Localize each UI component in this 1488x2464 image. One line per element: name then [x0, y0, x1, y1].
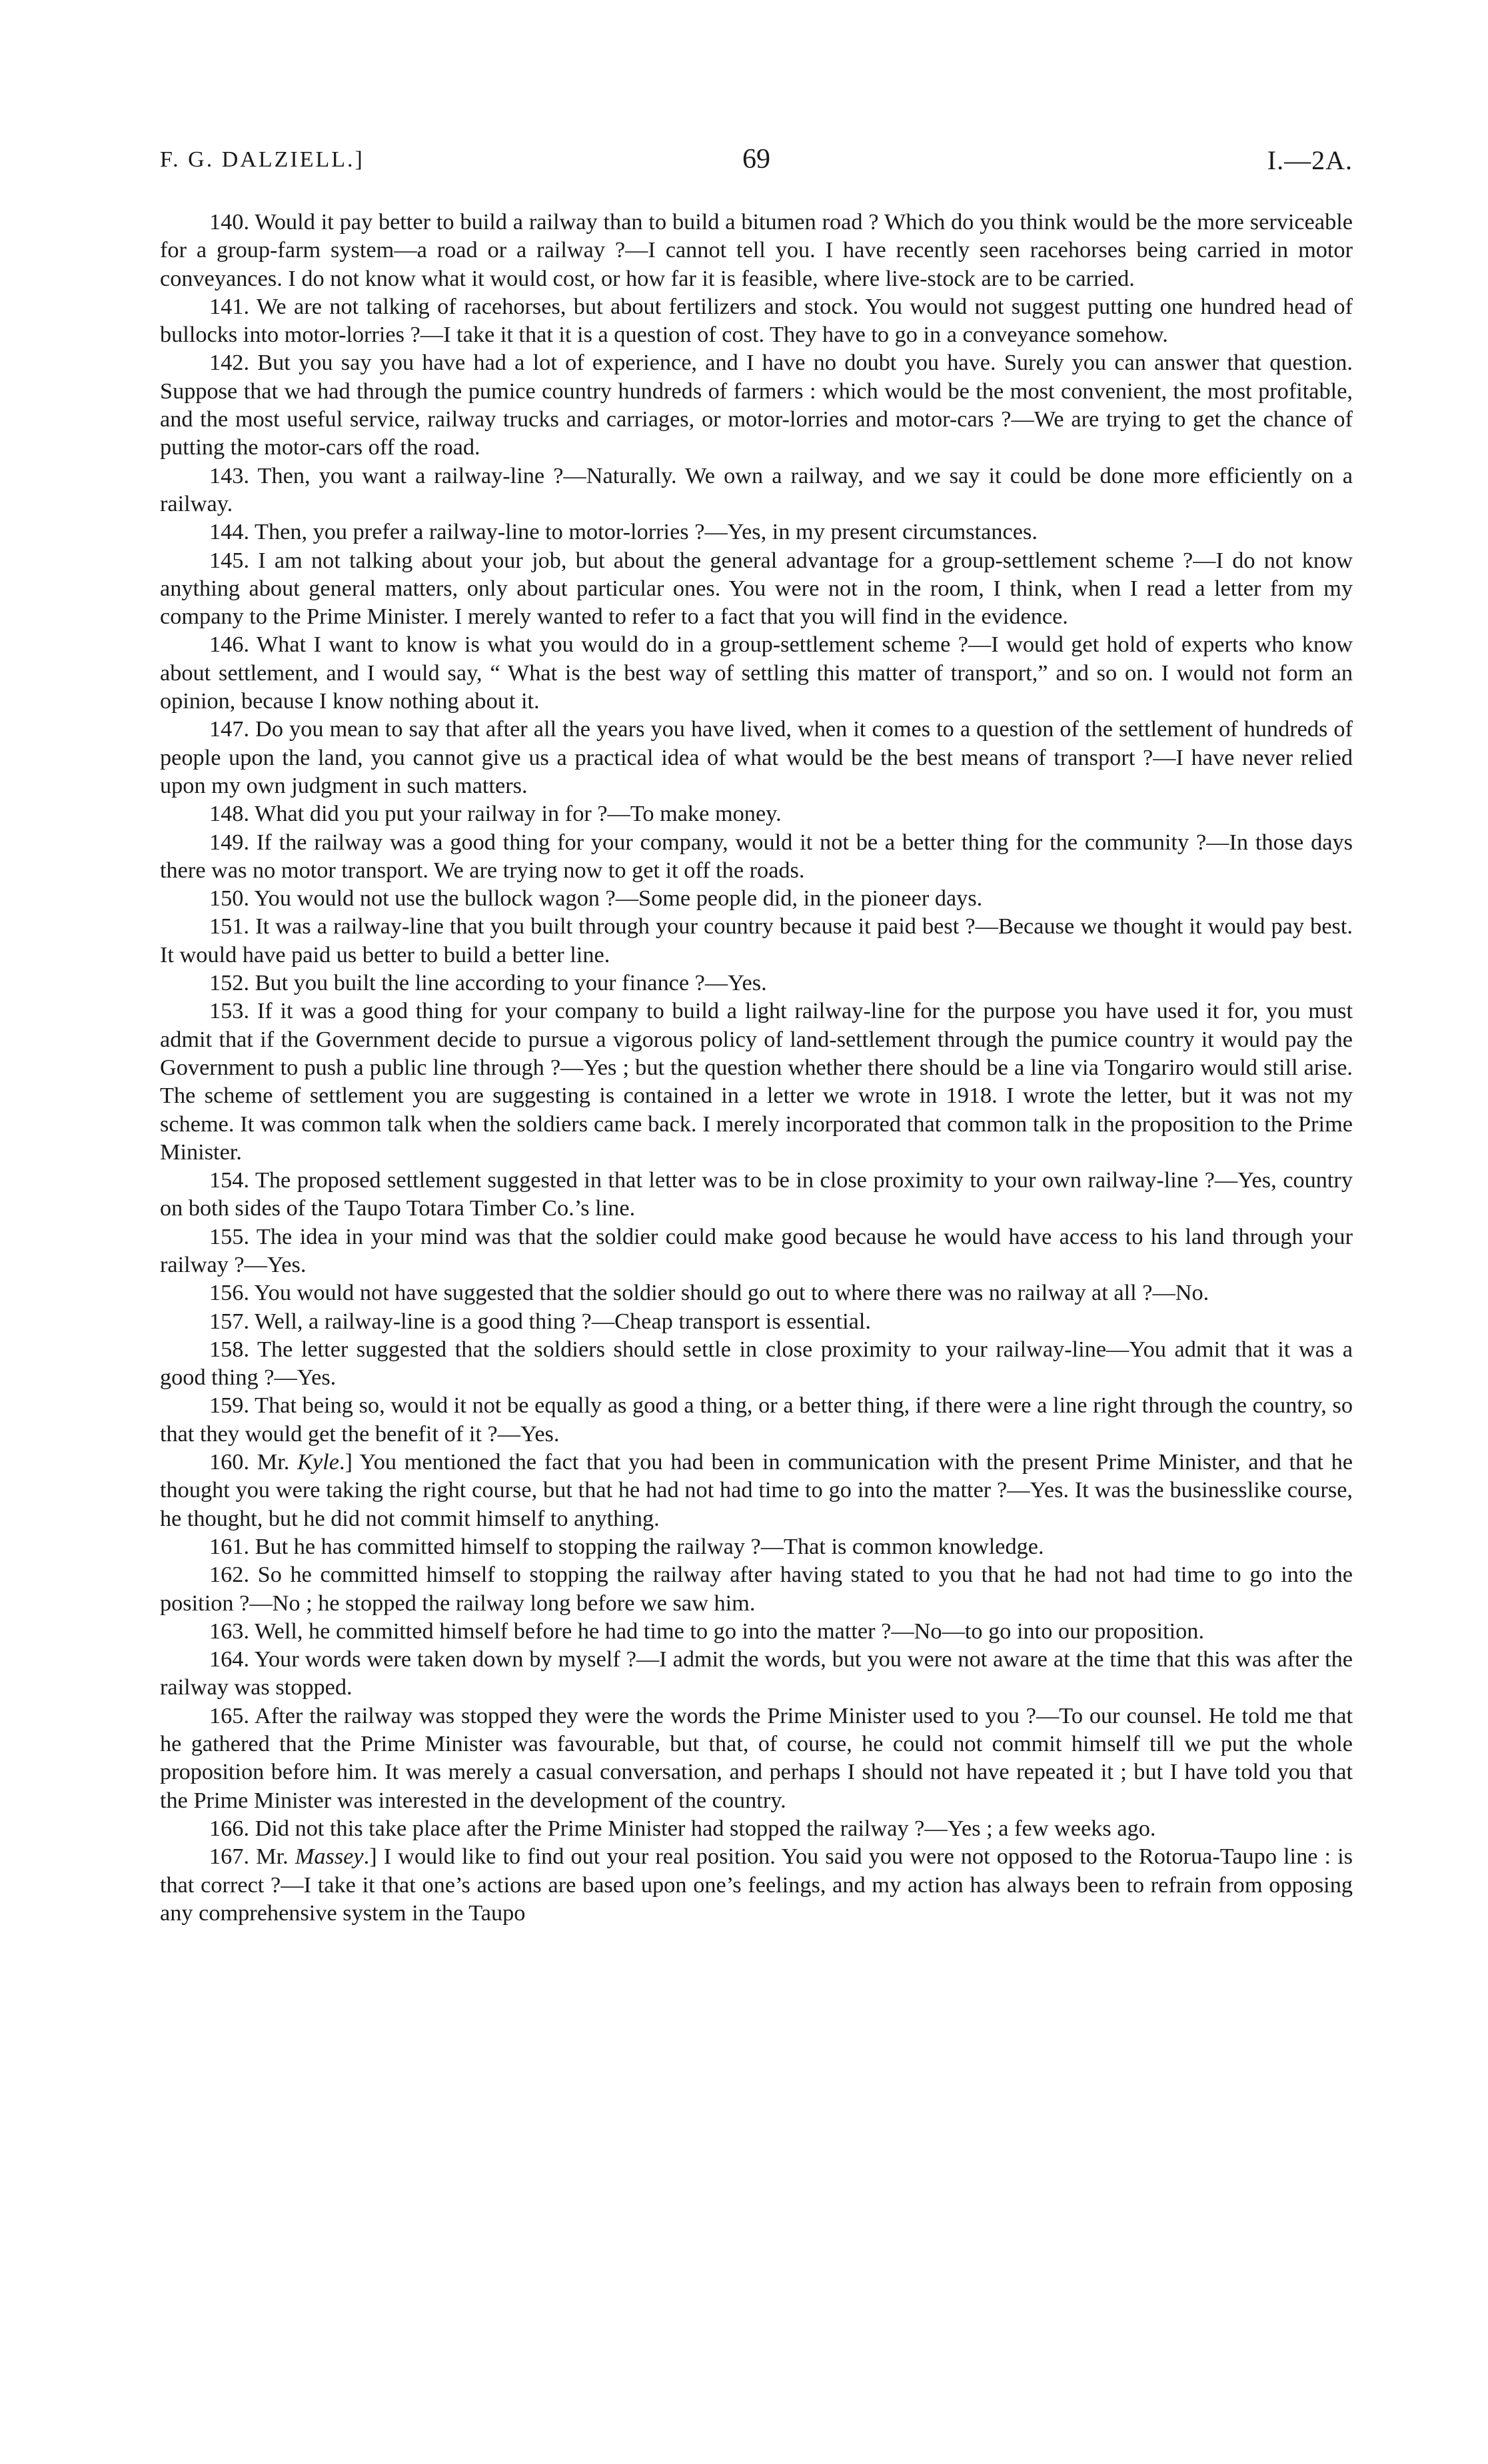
question-text: Then, you prefer a railway-line to motor-lorries ?—Yes, in my present circumstances. — [255, 519, 1038, 545]
question-paragraph — [160, 1307, 1353, 1335]
running-head — [160, 143, 1353, 183]
question-paragraph — [160, 546, 1353, 631]
question-number: 159. — [209, 1393, 250, 1419]
question-text: The idea in your mind was that the soldier could make good because he would have access to his land through your railway ?—Yes. — [160, 1223, 1353, 1277]
question-text: You would not use the bullock wagon ?—Some people did, in the pioneer days. — [254, 886, 983, 912]
question-paragraph — [160, 715, 1353, 800]
question-text: What I want to know is what you would do in a group-settlement scheme ?—I would get hold of experts who know about settlement, and I would say, “ What is the best way of settling this matter of transport,” and so on. I would not form an opinion, because I know nothing about it. — [160, 632, 1353, 714]
page-number: 69 — [742, 144, 770, 175]
question-number: 166. — [209, 1815, 250, 1841]
question-text: I am not talking about your job, but about the general advantage for a group-settlement scheme ?—I do not know anything about general matters, only about particular ones. You were not in the room, I think, when I read a letter from my company to the Prime Minister. I merely wanted to refer to a fact that you will find in the evidence. — [160, 547, 1353, 630]
question-paragraph — [160, 1166, 1353, 1223]
question-text: The proposed settlement suggested in that letter was to be in close proximity to your own railway-line ?—Yes, country on both sides of the Taupo Totara Timber Co.’s line. — [160, 1167, 1353, 1221]
question-text: You would not have suggested that the soldier should go out to where there was no railway at all ?—No. — [254, 1280, 1209, 1306]
question-paragraph — [160, 1842, 1353, 1927]
question-paragraph — [160, 1617, 1353, 1645]
question-number: 146. — [209, 632, 250, 658]
question-text: That being so, would it not be equally as good a thing, or a better thing, if there were a line right through the country, so that they would get the benefit of it ?—Yes. — [160, 1393, 1353, 1447]
question-paragraph — [160, 969, 1353, 997]
question-text: If it was a good thing for your company to build a light railway-line for the purpose you have used it for, you must admit that if the Government decide to pursue a vigorous policy of land-settlement through the pumice country it would pay the Government to push a public line through ?—Yes ; but the question whether there should be a line via Tongariro would still arise. The scheme of settlement you are suggesting is contained in a letter we wrote in 1918. I wrote the letter, but it was not my scheme. It was common talk when the soldiers came back. I merely incorporated that common talk in the proposition to the Prime Minister. — [160, 998, 1353, 1165]
question-number: 164. — [209, 1646, 250, 1672]
speaker-name: Mr. Massey.] — [256, 1844, 377, 1870]
question-text: What did you put your railway in for ?—To make money. — [255, 801, 782, 827]
question-paragraph — [160, 884, 1353, 912]
question-number: 157. — [209, 1308, 250, 1334]
question-text: Well, a railway-line is a good thing ?—Cheap transport is essential. — [255, 1308, 871, 1334]
question-text: Would it pay better to build a railway than to build a bitumen road ? Which do you think would be the more serviceable for a group-farm system—a road or a railway ?—I cannot tell you. I have recently seen racehorses being carried in motor conveyances. I do not know what it would cost, or how far it is feasible, where live-stock are to be carried. — [160, 209, 1353, 291]
question-text: Do you mean to say that after all the years you have lived, when it comes to a question of the settlement of hundreds of people upon the land, you cannot give us a practical idea of what would be the best means of transport ?—I have never relied upon my own judgment in such matters. — [160, 716, 1353, 798]
question-text: Did not this take place after the Prime Minister had stopped the railway ?—Yes ; a few weeks ago. — [255, 1815, 1156, 1841]
question-number: 162. — [209, 1562, 250, 1588]
question-paragraph — [160, 1448, 1353, 1533]
question-number: 150. — [209, 886, 250, 912]
question-paragraph — [160, 997, 1353, 1166]
question-paragraph — [160, 1560, 1353, 1617]
question-paragraph — [160, 518, 1353, 546]
question-text: Your words were taken down by myself ?—I admit the words, but you were not aware at the time that this was after the railway was stopped. — [160, 1646, 1353, 1700]
question-paragraph — [160, 1533, 1353, 1560]
question-number: 148. — [209, 801, 250, 827]
question-text: It was a railway-line that you built through your country because it paid best ?—Because we thought it would pay best. It would have paid us better to build a better line. — [160, 914, 1353, 967]
question-paragraph — [160, 828, 1353, 885]
question-number: 165. — [209, 1702, 250, 1728]
question-number: 144. — [209, 519, 250, 545]
question-paragraph — [160, 800, 1353, 828]
question-number: 145. — [209, 547, 250, 573]
question-text: But you built the line according to your finance ?—Yes. — [255, 970, 767, 996]
question-paragraph — [160, 912, 1353, 969]
question-text: You mentioned the fact that you had been in communication with the present Prime Minister, and that he thought you were taking the right course, but that he had not had time to go into the matter ?—Yes. It was the businesslike course, he thought, but he did not commit himself to anything. — [160, 1449, 1353, 1531]
evidence-body — [160, 208, 1353, 1927]
question-number: 140. — [209, 209, 250, 235]
question-number: 156. — [209, 1280, 250, 1306]
question-number: 147. — [209, 716, 250, 742]
question-paragraph — [160, 348, 1353, 461]
question-number: 151. — [209, 914, 250, 939]
question-number: 152. — [209, 970, 250, 996]
paper-reference: I.—2A. — [1267, 145, 1353, 175]
question-number: 161. — [209, 1533, 250, 1559]
question-paragraph — [160, 208, 1353, 293]
question-paragraph — [160, 1279, 1353, 1307]
witness-name: F. G. DALZIELL.] — [160, 147, 365, 172]
question-text: Well, he committed himself before he had time to go into the matter ?—No—to go into our proposition. — [255, 1618, 1205, 1644]
question-number: 154. — [209, 1167, 250, 1193]
question-text: We are not talking of racehorses, but about fertilizers and stock. You would not suggest putting one hundred head of bullocks into motor-lorries ?—I take it that it is a question of cost. They have to go in a conveyance somehow. — [160, 293, 1353, 348]
question-number: 155. — [209, 1223, 250, 1249]
question-number: 149. — [209, 829, 250, 855]
question-number: 153. — [209, 998, 250, 1024]
question-number: 163. — [209, 1618, 250, 1644]
question-text: But he has committed himself to stopping the railway ?—That is common knowledge. — [255, 1533, 1044, 1559]
speaker-name: Mr. Kyle.] — [257, 1449, 353, 1475]
question-text: The letter suggested that the soldiers should settle in close proximity to your railway-line—You admit that it was a good thing ?—Yes. — [160, 1336, 1353, 1391]
question-number: 142. — [209, 350, 250, 376]
question-paragraph — [160, 462, 1353, 518]
question-paragraph — [160, 293, 1353, 349]
question-number: 143. — [209, 462, 250, 488]
question-paragraph — [160, 1391, 1353, 1448]
question-paragraph — [160, 1645, 1353, 1702]
question-number: 167. — [209, 1844, 250, 1870]
question-paragraph — [160, 1223, 1353, 1279]
question-text: I would like to find out your real position. You said you were not opposed to the Rotorua-Taupo line : is that correct ?—I take it that one’s actions are based upon one’s feelings, and my action has always been to refrain from opposing any comprehensive system in the Taupo — [160, 1844, 1353, 1926]
question-number: 141. — [209, 293, 250, 319]
question-text: If the railway was a good thing for your company, would it not be a better thing for the community ?—In those days there was no motor transport. We are trying now to get it off the roads. — [160, 829, 1353, 883]
question-paragraph — [160, 630, 1353, 715]
question-text: After the railway was stopped they were the words the Prime Minister used to you ?—To our counsel. He told me that he gathered that the Prime Minister was favourable, but that, of course, he could not commit himself till we put the whole proposition before him. It was merely a casual conversation, and perhaps I should not have repeated it ; but I have told you that the Prime Minister was interested in the development of the country. — [160, 1702, 1353, 1813]
question-text: But you say you have had a lot of experience, and I have no doubt you have. Surely you can answer that question. Suppose that we had through the pumice country hundreds of farmers : which would be the most convenient, the most profitable, and the most useful service, railway trucks and carriages, or motor-lorries and motor-cars ?—We are trying to get the chance of putting the motor-cars off the road. — [160, 350, 1353, 460]
question-paragraph — [160, 1335, 1353, 1392]
question-paragraph — [160, 1702, 1353, 1814]
question-text: Then, you want a railway-line ?—Naturally. We own a railway, and we say it could be done more efficiently on a railway. — [160, 462, 1353, 516]
question-number: 158. — [209, 1336, 250, 1362]
question-paragraph — [160, 1814, 1353, 1842]
question-text: So he committed himself to stopping the railway after having stated to you that he had not had time to go into the position ?—No ; he stopped the railway long before we saw him. — [160, 1562, 1353, 1616]
question-number: 160. — [209, 1449, 250, 1475]
